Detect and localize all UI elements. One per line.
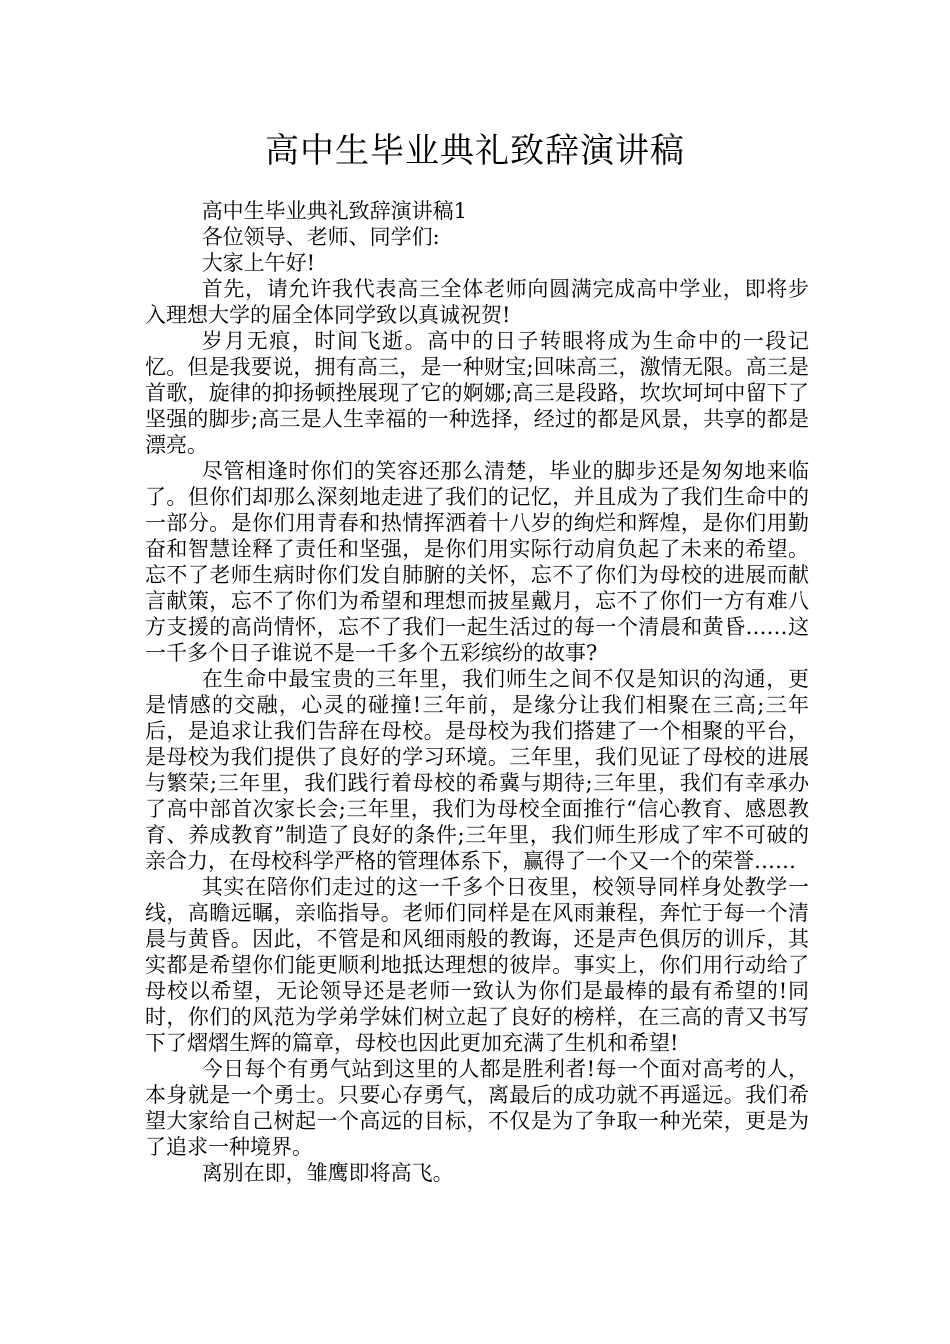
body-paragraph: 离别在即，雏鹰即将高飞。 — [201, 1161, 454, 1185]
body-paragraph: 尽管相逢时你们的笑容还那么清楚，毕业的脚步还是匆匆地来临了。但你们却那么深刻地走进了我们的记忆，并且成为了我们生命中的一部分。是你们用青春和热情挥洒着十八岁的绚烂和辉煌，是你们用勤奋和智慧诠释了责任和坚强，是你们用实际行动肩负起了未来的希望。忘不了老师生病时你们发自肺腑的关怀，忘不了你们为母校的进展而献言献策，忘不了你们为希望和理想而披星戴月，忘不了你们一方有难八方支援的高尚情怀，忘不了我们一起生活过的每一个清晨和黄昏……这一千多个日子谁说不是一千多个五彩缤纷的故事? — [145, 459, 809, 665]
document-body — [145, 198, 809, 1186]
salutation-paragraph: 各位领导、老师、同学们: — [201, 225, 440, 249]
body-paragraph: 今日每个有勇气站到这里的人都是胜利者!每一个面对高考的人，本身就是一个勇士。只要心存勇气，离最后的成功就不再遥远。我们希望大家给自己树起一个高远的目标，不仅是为了争取一种光荣，更是为了追求一种境界。 — [145, 1057, 809, 1159]
greeting-paragraph: 大家上午好! — [201, 251, 316, 275]
body-paragraph: 其实在陪你们走过的这一千多个日夜里，校领导同样身处教学一线，高瞻远瞩，亲临指导。老师们同样是在风雨兼程，奔忙于每一个清晨与黄昏。因此，不管是和风细雨般的教诲，还是声色俱厉的训斥，其实都是希望你们能更顺利地抵达理想的彼岸。事实上，你们用行动给了母校以希望，无论领导还是老师一致认为你们是最棒的最有希望的!同时，你们的风范为学弟学妹们树立起了良好的榜样，在三高的青又书写下了熠熠生辉的篇章，母校也因此更加充满了生机和希望! — [145, 875, 809, 1055]
body-paragraph: 岁月无痕，时间飞逝。高中的日子转眼将成为生命中的一段记忆。但是我要说，拥有高三，是一种财宝;回味高三，激情无限。高三是首歌，旋律的抑扬顿挫展现了它的婀娜;高三是段路，坎坎坷坷中留下了坚强的脚步;高三是人生幸福的一种选择，经过的都是风景，共享的都是漂亮。 — [145, 329, 809, 457]
body-paragraph: 在生命中最宝贵的三年里，我们师生之间不仅是知识的沟通，更是情感的交融，心灵的碰撞!三年前，是缘分让我们相聚在三高;三年后，是追求让我们告辞在母校。是母校为我们搭建了一个相聚的平台，是母校为我们提供了良好的学习环境。三年里，我们见证了母校的进展与繁荣;三年里，我们践行着母校的希冀与期待;三年里，我们有幸承办了高中部首次家长会;三年里，我们为母校全面推行“信心教育、感恩教育、养成教育”制造了良好的条件;三年里，我们师生形成了牢不可破的亲合力，在母校科学严格的管理体系下，赢得了一个又一个的荣誉…… — [145, 667, 809, 873]
body-paragraph: 首先，请允许我代表高三全体老师向圆满完成高中学业，即将步入理想大学的届全体同学致以真诚祝贺! — [145, 277, 809, 327]
subtitle-paragraph: 高中生毕业典礼致辞演讲稿1 — [201, 199, 468, 223]
document-title: 高中生毕业典礼致辞演讲稿 — [265, 131, 685, 171]
